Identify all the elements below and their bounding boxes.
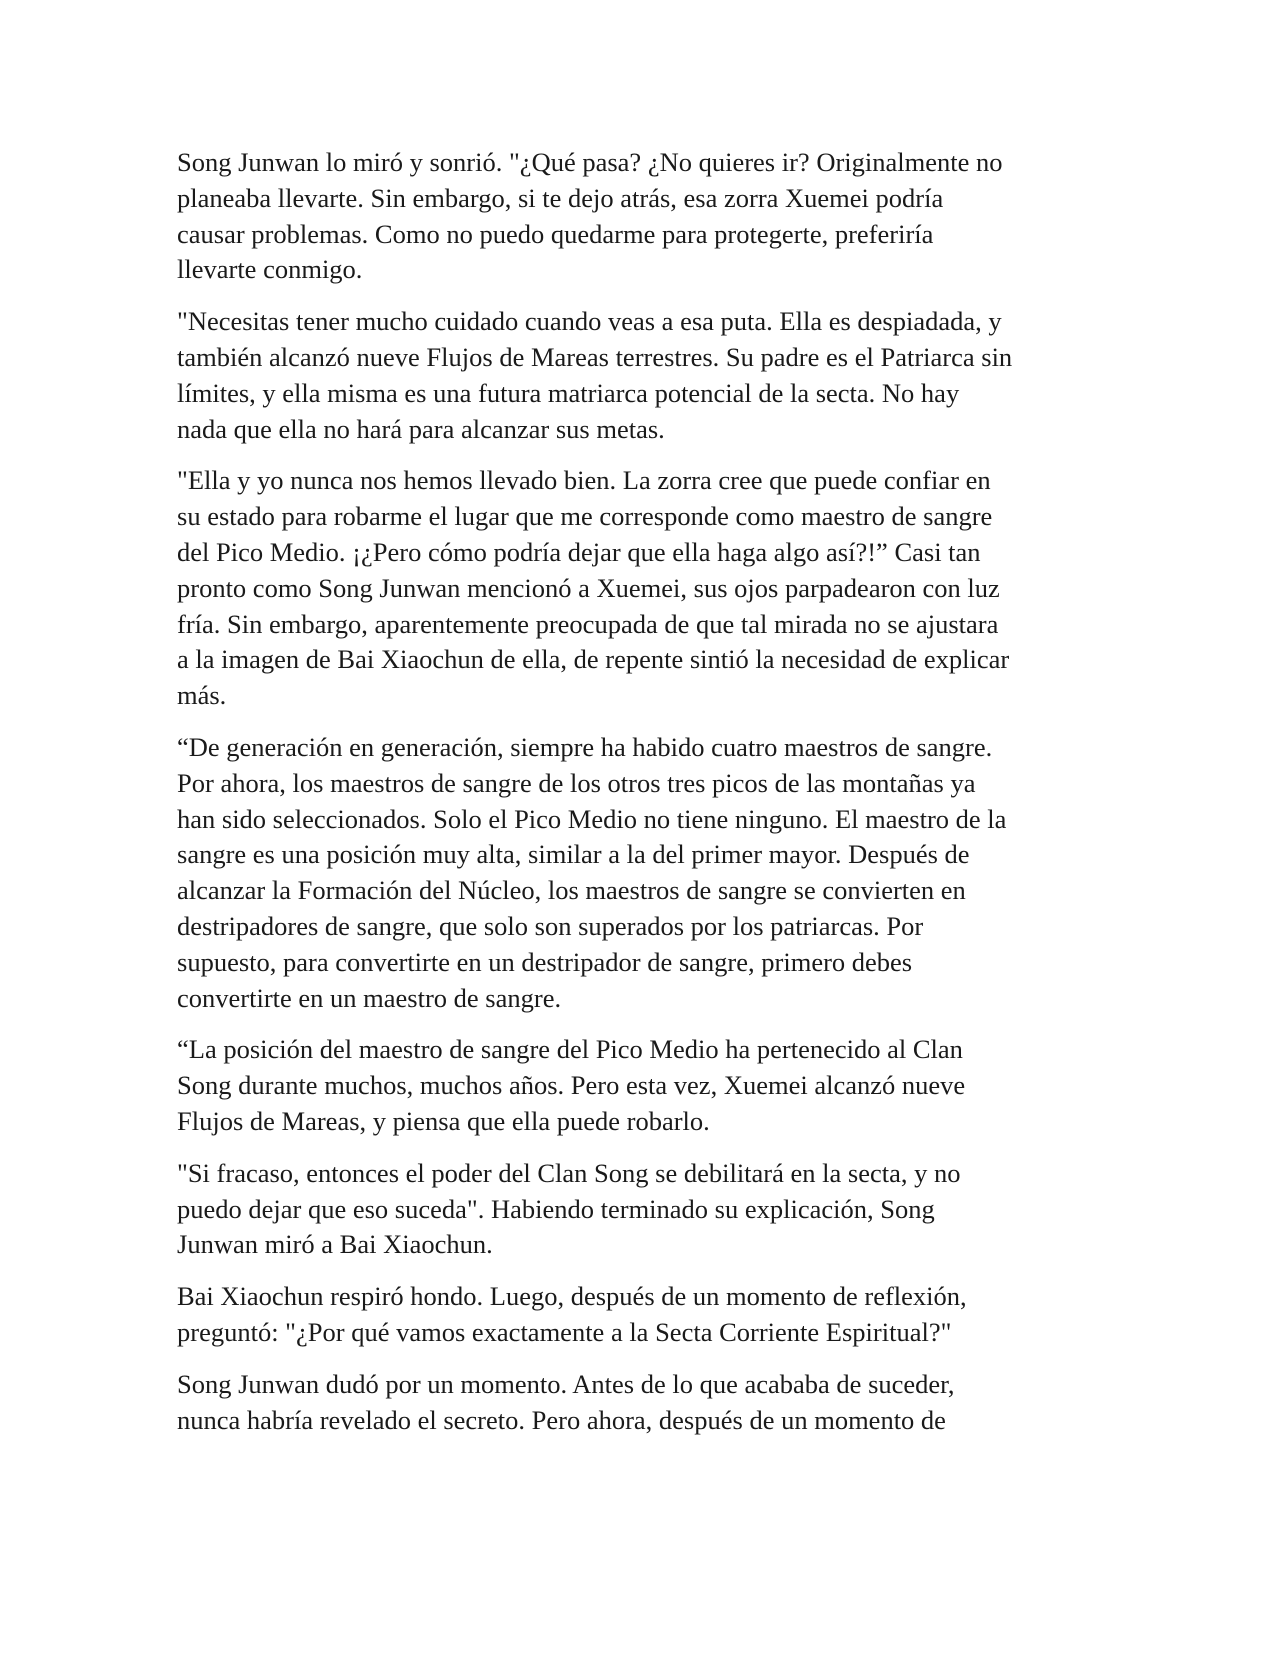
- paragraph-4: “De generación en generación, siempre ha habido cuatro maestros de sangre. Por ahora, los maestros de sangre de los otros tres picos de las montañas ya han sido seleccionados. Solo el Pico Medio no tiene ninguno. El maestro de la sangre es una posición muy alta, similar a la del primer mayor. Después de alcanzar la Formación del Núcleo, los maestros de sangre se convierten en destripadores de sangre, que solo son superados por los patriarcas. Por supuesto, para convertirte en un destripador de sangre, primero debes convertirte en un maestro de sangre.: [177, 731, 1007, 1013]
- paragraph-3: "Ella y yo nunca nos hemos llevado bien. La zorra cree que puede confiar en su estado para robarme el lugar que me corresponde como maestro de sangre del Pico Medio. ¡¿Pero cómo podría dejar que ella haga algo así?!” Casi tan pronto como Song Junwan mencionó a Xuemei, sus ojos parpadearon con luz fría. Sin embargo, aparentemente preocupada de que tal mirada no se ajustara a la imagen de Bai Xiaochun de ella, de repente sintió la necesidad de explicar más.: [177, 465, 1010, 711]
- paragraph-7: Bai Xiaochun respiró hondo. Luego, después de un momento de reflexión, preguntó: "¿Por qué vamos exactamente a la Secta Corriente Espiritual?": [177, 1281, 967, 1347]
- paragraph-8: Song Junwan dudó por un momento. Antes de lo que acababa de suceder, nunca habría revelado el secreto. Pero ahora, después de un momento de: [177, 1368, 955, 1435]
- paragraph-1: Song Junwan lo miró y sonrió. "¿Qué pasa? ¿No quieres ir? Originalmente no planeaba llevarte. Sin embargo, si te dejo atrás, esa zorra Xuemei podría causar problemas. Como no puedo quedarme para protegerte, preferiría llevarte conmigo.: [177, 147, 1003, 285]
- paragraph-2: "Necesitas tener mucho cuidado cuando veas a esa puta. Ella es despiadada, y también alcanzó nueve Flujos de Mareas terrestres. Su padre es el Patriarca sin límites, y ella misma es una futura matriarca potencial de la secta. No hay nada que ella no hará para alcanzar sus metas.: [177, 306, 1013, 444]
- document-body: [177, 145, 1107, 1454]
- paragraph-6: "Si fracaso, entonces el poder del Clan Song se debilitará en la secta, y no puedo dejar que eso suceda". Habiendo terminado su explicación, Song Junwan miró a Bai Xiaochun.: [177, 1157, 961, 1260]
- paragraph-5: “La posición del maestro de sangre del Pico Medio ha pertenecido al Clan Song durante muchos, muchos años. Pero esta vez, Xuemei alcanzó nueve Flujos de Mareas, y piensa que ella puede robarlo.: [177, 1034, 966, 1136]
